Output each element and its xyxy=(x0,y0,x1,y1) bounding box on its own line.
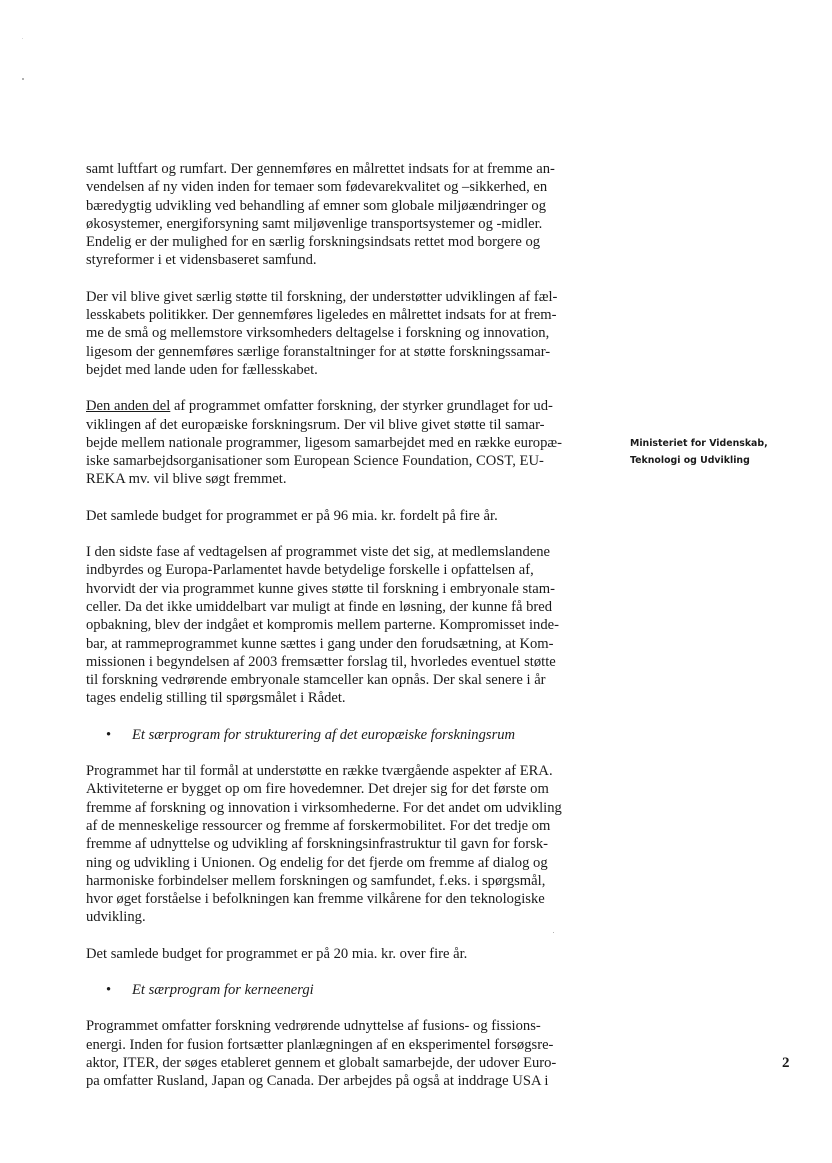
paragraph: I den sidste fase af vedtagelsen af programmet viste det sig, at medlemslandene indbyrdes og Europa-Parlamentet havde betydelige forskelle i opfattelsen af, hvorvidt der via programmet kunne gives støtte til forskning i embryonale stam- celler. Da det ikke umiddelbart var muligt at finde en løsning, der kunne få bred opbakning, blev der indgået et kompromis mellem parterne. Kompromisset inde- bar, at rammeprogrammet kunne sættes i gang under den forudsætning, at Kom- missionen i begyndelsen af 2003 fremsætter forslag til, hvorledes eventuel støtte til forskning vedrørende embryonale stamceller kan opnås. Der skal senere i år tages endelig stilling til spørgsmålet i Rådet. xyxy=(86,544,559,707)
scan-speck xyxy=(22,78,24,80)
underlined-phrase: Den anden del xyxy=(86,398,171,415)
scan-speck xyxy=(22,38,23,39)
paragraph: samt luftfart og rumfart. Der gennemføres en målrettet indsats for at fremme an- vendelsen af ny viden inden for temaer som fødevarekvalitet og –sikkerhed, en bæredygtig udvikling ved behandling af emner som globale miljøændringer og økosystemer, energiforsyning samt miljøvenlige transportsystemer og -midler. Endelig er der mulighed for en særlig forskningsindsats rettet mod borgere og styreformer i et vidensbaseret samfund. xyxy=(86,161,555,269)
paragraph: Det samlede budget for programmet er på 96 mia. kr. fordelt på fire år. xyxy=(86,507,498,524)
bullet-item xyxy=(86,726,598,744)
ministry-name-line: Ministeriet for Videnskab, xyxy=(630,438,768,449)
bullet-item xyxy=(86,981,598,999)
page-number: 2 xyxy=(782,1055,790,1071)
paragraph-text: af programmet omfatter forskning, der styrker grundlaget for ud- viklingen af det europæiske forskningsrum. Der vil blive givet støtte til samar- bejde mellem nationale programmer, ligesom samarbejdet med en række europæ- iske samarbejdsorganisationer som European Science Foundation, COST, EU- REKA mv. vil blive søgt fremmet. xyxy=(86,398,562,488)
ministry-sidebar xyxy=(630,435,810,469)
ministry-name-line: Teknologi og Udvikling xyxy=(630,455,750,466)
bullet-icon: • xyxy=(106,981,112,998)
bullet-icon: • xyxy=(106,726,112,743)
bullet-heading: Et særprogram for strukturering af det europæiske forskningsrum xyxy=(132,726,516,743)
paragraph: Det samlede budget for programmet er på 20 mia. kr. over fire år. xyxy=(86,945,468,962)
bullet-heading: Et særprogram for kerneenergi xyxy=(132,981,314,998)
paragraph xyxy=(86,397,598,488)
paragraph: Programmet omfatter forskning vedrørende udnyttelse af fusions- og fissions- energi. Inden for fusion fortsætter planlægningen af en eksperimentel forsøgsre- aktor, ITER, der søges etableret gennem et globalt samarbejde, der udover Euro- pa omfatter Rusland, Japan og Canada. Der arbejdes på også at inddrage USA i xyxy=(86,1018,557,1090)
paragraph: Programmet har til formål at understøtte en række tværgående aspekter af ERA. Aktiviteterne er bygget op om fire hovedemner. Det drejer sig for det første om fremme af forskning og innovation i virksomhederne. For det andet om udvikling af de menneskelige ressourcer og fremme af forskermobilitet. For det tredje om fremme af udnyttelse og udvikling af forskningsinfrastruktur til gavn for forsk- ning og udvikling i Unionen. Og endelig for det fjerde om fremme af dialog og harmoniske forbindelser mellem forskningen og samfundet, f.eks. i spørgsmål, hvor øget forståelse i befolkningen kan fremme vilkårene for den teknologiske udvikling. xyxy=(86,763,562,926)
paragraph: Der vil blive givet særlig støtte til forskning, der understøtter udviklingen af fæl- lesskabets politikker. Der gennemføres ligeledes en målrettet indsats for at frem- me de små og mellemstore virksomheders deltagelse i forskning og innovation, ligesom der gennemføres særlige foranstaltninger for at støtte forskningssamar- bejdet med lande uden for fællesskabet. xyxy=(86,288,558,378)
document-body xyxy=(86,160,598,1108)
